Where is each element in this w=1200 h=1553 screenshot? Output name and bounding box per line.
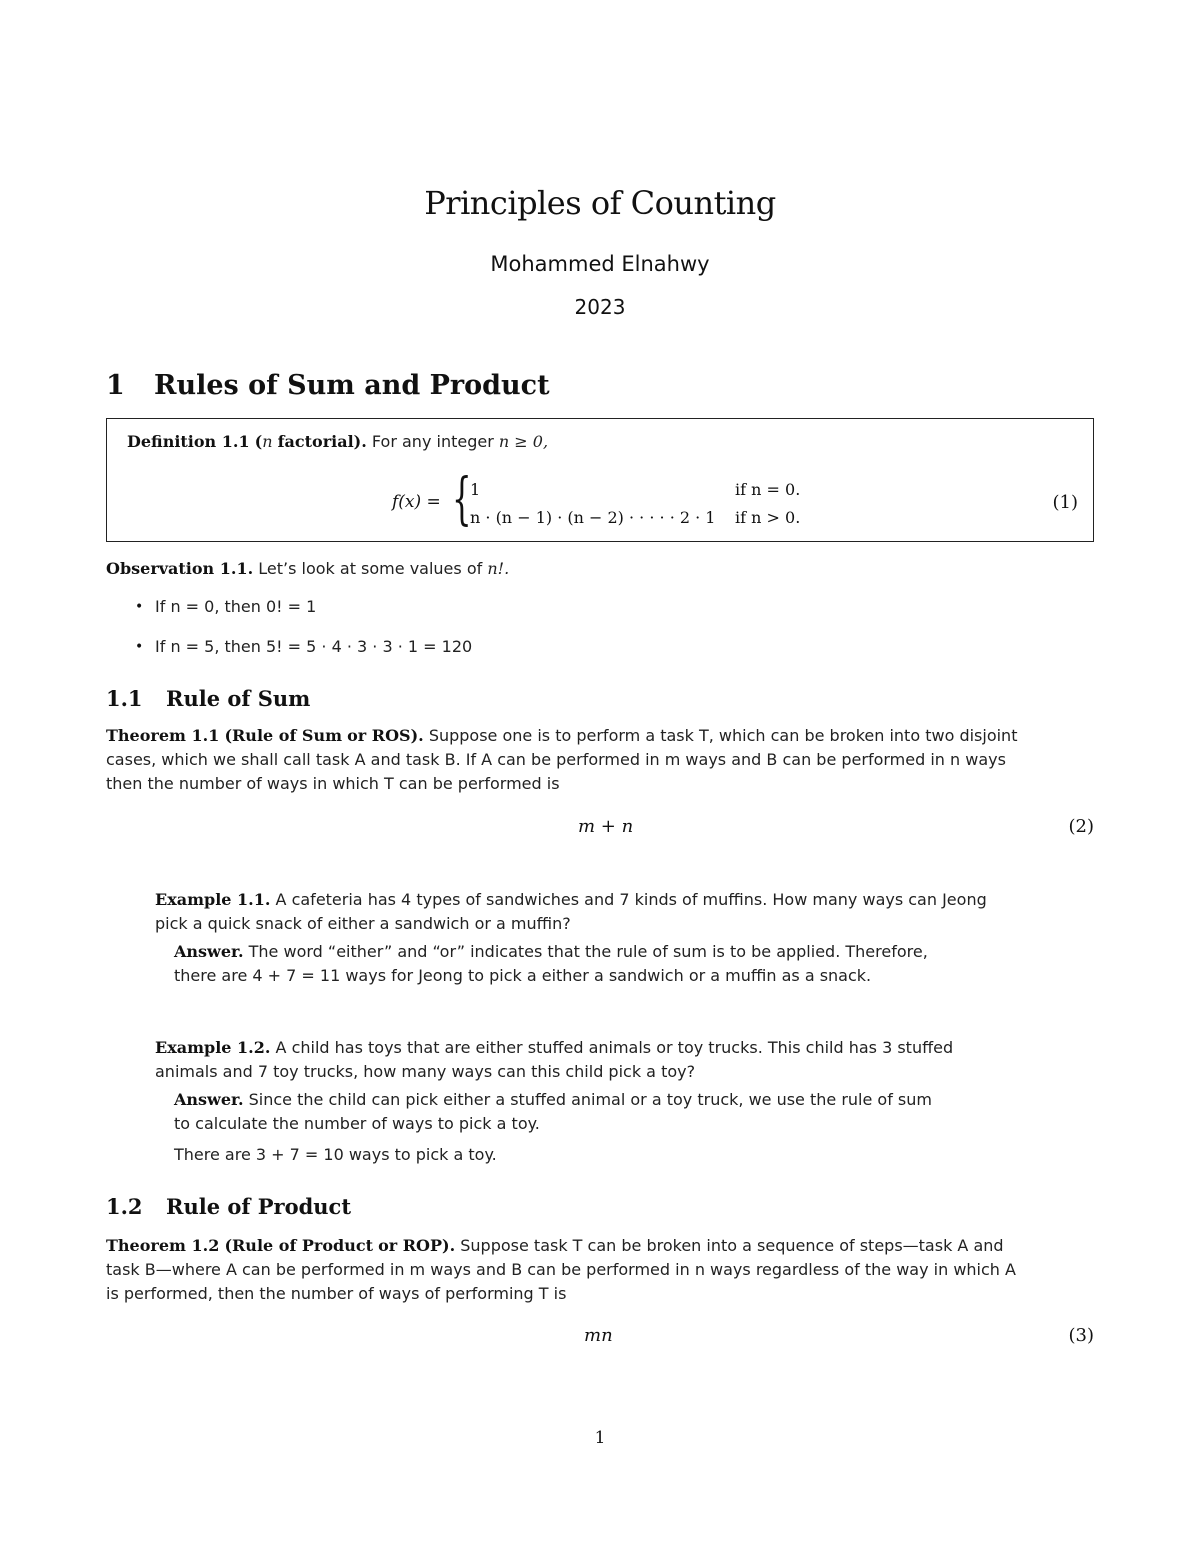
theorem [106, 724, 1096, 796]
answer [174, 940, 1054, 988]
theorem [106, 1234, 1096, 1306]
answer-text: The word “either” and “or” indicates that the rule of sum is to be applied. Therefore, [248, 942, 928, 961]
list-item: If n = 5, then 5! = 5 · 4 · 3 · 3 · 1 = 120 [155, 637, 473, 656]
definition-name: factorial). [277, 432, 367, 451]
document-author: Mohammed Elnahwy [490, 252, 710, 276]
theorem-text: Suppose one is to perform a task T, which can be broken into two disjoint [428, 726, 1018, 745]
definition-open-paren: ( [254, 432, 263, 451]
case1-condition: if n = 0. [735, 480, 801, 499]
document-title: Principles of Counting [424, 184, 776, 222]
theorem-name: (Rule of Sum [224, 726, 343, 745]
definition-header [127, 430, 548, 454]
theorem-name-rest: or ROS). [347, 726, 424, 745]
definition-var: n [262, 432, 273, 451]
answer-label: Answer. [174, 942, 244, 961]
theorem-line: task B—where A can be performed in m ways and B can be performed in n ways regardless of the way in which A [106, 1260, 1016, 1279]
section-title: Rules of Sum and Product [154, 370, 550, 401]
equation-number: (2) [1068, 816, 1094, 837]
example-line: pick a quick snack of either a sandwich or a muffin? [155, 914, 571, 933]
example-text: A child has toys that are either stuffed animals or toy trucks. This child has 3 stuffed [275, 1038, 954, 1057]
example-line [155, 888, 1055, 912]
example-line [155, 1036, 1055, 1060]
observation [106, 557, 509, 581]
theorem-line [106, 1234, 1096, 1258]
answer-text: Since the child can pick either a stuffed animal or a toy truck, we use the rule of sum [248, 1090, 932, 1109]
theorem-label: Theorem 1.1 [106, 726, 220, 745]
example [155, 1036, 1055, 1084]
equation-number: (1) [1052, 492, 1078, 513]
definition-condition: n ≥ 0, [498, 432, 549, 451]
answer-line [174, 940, 1054, 964]
bullet-icon: • [135, 639, 144, 655]
answer-line [174, 1088, 1054, 1112]
example-line: animals and 7 toy trucks, how many ways can this child pick a toy? [155, 1062, 696, 1081]
equation-number: (3) [1068, 1325, 1094, 1346]
document-date: 2023 [574, 295, 626, 319]
answer-line: there are 4 + 7 = 11 ways for Jeong to pick a either a sandwich or a muffin as a snack. [174, 966, 872, 985]
theorem-text: Suppose task T can be broken into a sequence of steps—task A and [460, 1236, 1004, 1255]
case2-value: n · (n − 1) · (n − 2) · · · · · 2 · 1 [470, 508, 716, 527]
formula: mn [584, 1325, 613, 1346]
subsection-title: Rule of Product [166, 1194, 352, 1219]
definition-intro: For any integer [371, 432, 494, 451]
example-label: Example 1.1. [155, 890, 271, 909]
definition-lhs: f(x) = [392, 492, 441, 512]
page-number: 1 [594, 1428, 606, 1448]
formula: m + n [578, 816, 634, 837]
theorem-name: (Rule of Product [224, 1236, 373, 1255]
answer [174, 1088, 1054, 1167]
section-heading [106, 370, 550, 401]
theorem-line [106, 724, 1096, 748]
subsection-number: 1.1 [106, 686, 143, 711]
observation-var: n!. [487, 559, 510, 578]
definition-label: Definition 1.1 [127, 432, 250, 451]
bullet-icon: • [135, 599, 144, 615]
example-label: Example 1.2. [155, 1038, 271, 1057]
theorem-line: cases, which we shall call task A and task B. If A can be performed in m ways and B can be performed in n ways [106, 750, 1006, 769]
observation-text: Let’s look at some values of [258, 559, 483, 578]
observation-label: Observation 1.1. [106, 559, 254, 578]
subsection-heading [106, 686, 310, 711]
answer-line: There are 3 + 7 = 10 ways to pick a toy. [174, 1145, 497, 1164]
section-number: 1 [106, 370, 125, 401]
list-item: If n = 0, then 0! = 1 [155, 597, 317, 616]
case2-condition: if n > 0. [735, 508, 801, 527]
subsection-number: 1.2 [106, 1194, 143, 1219]
subsection-title: Rule of Sum [166, 686, 311, 711]
theorem-label: Theorem 1.2 [106, 1236, 220, 1255]
theorem-line: then the number of ways in which T can be performed is [106, 774, 560, 793]
theorem-name-rest: or ROP). [378, 1236, 456, 1255]
example-text: A cafeteria has 4 types of sandwiches and 7 kinds of muffins. How many ways can Jeong [275, 890, 987, 909]
case1-value: 1 [470, 480, 481, 499]
subsection-heading [106, 1194, 351, 1219]
theorem-line: is performed, then the number of ways of performing T is [106, 1284, 567, 1303]
example [155, 888, 1055, 936]
answer-line: to calculate the number of ways to pick a toy. [174, 1114, 540, 1133]
left-brace: { [452, 467, 472, 532]
answer-label: Answer. [174, 1090, 244, 1109]
